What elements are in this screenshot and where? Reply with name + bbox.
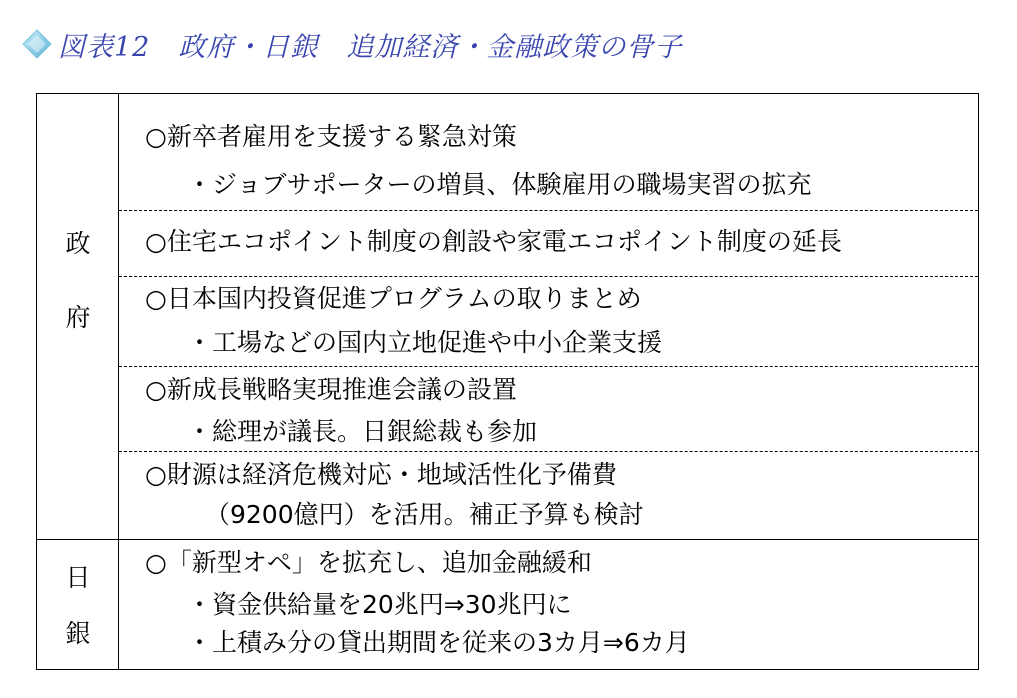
group-label-char: 政: [65, 229, 91, 258]
row-sub-text: （9200億円）を活用。補正予算も検討: [205, 500, 644, 529]
row-main-text: ○日本国内投資促進プログラムの取りまとめ: [145, 284, 642, 313]
table-row: [119, 540, 978, 669]
group-label-char: 日: [65, 563, 91, 592]
policy-table: [36, 93, 979, 670]
row-main-text: ○新卒者雇用を支援する緊急対策: [145, 122, 517, 151]
table-row: [119, 94, 978, 211]
table-row: [119, 277, 978, 367]
group-boj: [37, 540, 978, 669]
row-main-text: ○「新型オペ」を拡充し、追加金融緩和: [145, 548, 592, 577]
group-government: [37, 94, 978, 540]
table-row: [119, 211, 978, 277]
row-sub-text: ・工場などの国内立地促進や中小企業支援: [187, 328, 663, 357]
group-label-government: [37, 94, 119, 539]
figure-title-text: 図表12 政府・日銀 追加経済・金融政策の骨子: [58, 31, 683, 63]
group-content-boj: [119, 540, 978, 669]
table-row: [119, 367, 978, 452]
row-main-text: ○財源は経済危機対応・地域活性化予備費: [145, 460, 617, 489]
table-row: [119, 452, 978, 540]
group-content-government: [119, 94, 978, 539]
row-sub-text: ・上積み分の貸出期間を従来の3カ月⇒6カ月: [187, 628, 690, 657]
row-main-text: ○新成長戦略実現推進会議の設置: [145, 375, 517, 404]
group-label-char: 銀: [65, 619, 91, 648]
diamond-icon: [22, 29, 52, 59]
row-sub-text: ・資金供給量を20兆円⇒30兆円に: [187, 590, 572, 619]
group-label-char: 府: [65, 303, 91, 332]
row-sub-text: ・ジョブサポーターの増員、体験雇用の職場実習の拡充: [187, 170, 812, 199]
row-main-text: ○住宅エコポイント制度の創設や家電エコポイント制度の延長: [145, 227, 842, 256]
row-sub-text: ・総理が議長。日銀総裁も参加: [187, 417, 538, 446]
figure-title: [22, 22, 682, 66]
group-label-boj: [37, 540, 119, 669]
